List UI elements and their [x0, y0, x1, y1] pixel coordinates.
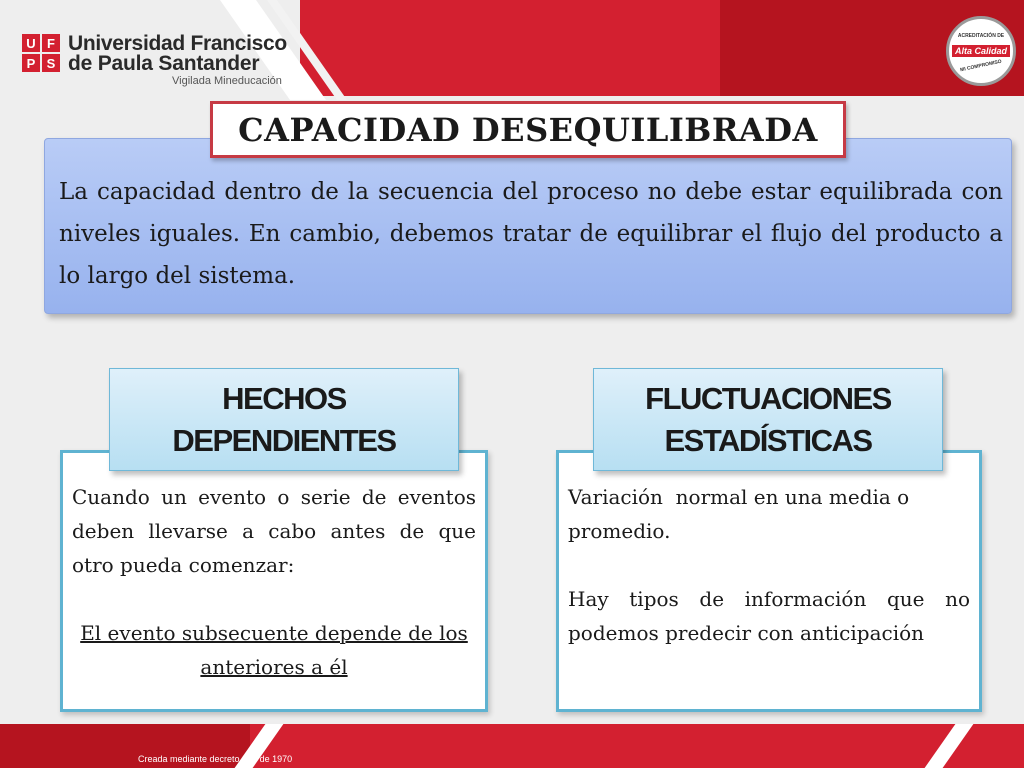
heading-line: DEPENDIENTES — [172, 422, 396, 458]
heading-line: ESTADÍSTICAS — [664, 422, 872, 458]
footer-decree-text: Creada mediante decreto 323 de 1970 — [138, 754, 293, 764]
university-name-line2: de Paula Santander — [68, 52, 260, 75]
intro-box — [44, 138, 1012, 314]
fluctuations-text-2: Hay tipos de información que no podemos predecir con anticipación — [568, 587, 970, 645]
fluctuations-text-1: Variación normal en una media o promedio. — [568, 485, 916, 543]
logo-letter: U — [22, 34, 40, 52]
statistical-fluctuations-heading — [593, 368, 943, 471]
dependent-events-text: Cuando un evento o serie de eventos deben llevarse a cabo antes de que otro pueda comenzar: — [72, 485, 476, 577]
accreditation-seal — [946, 16, 1016, 86]
dependent-events-heading — [109, 368, 459, 471]
heading-line: HECHOS — [222, 380, 346, 416]
logo-letter: P — [22, 54, 40, 72]
dependent-events-underlined: El evento subsecuente depende de los anteriores a él — [80, 621, 468, 679]
footer-stripe — [925, 724, 974, 768]
logo-mark — [22, 34, 60, 72]
university-name-line1: Universidad Francisco — [68, 32, 287, 55]
heading-line: FLUCTUACIONES — [645, 380, 891, 416]
slide-title: CAPACIDAD DESEQUILIBRADA — [238, 110, 818, 149]
logo-letter: F — [42, 34, 60, 52]
seal-bottom-text: MI COMPROMISO — [959, 58, 1003, 74]
seal-top-text: ACREDITACIÓN DE — [957, 33, 1005, 39]
intro-text: La capacidad dentro de la secuencia del proceso no debe estar equilibrada con niveles iguales. En cambio, debemos tratar de equilibrar el flujo del producto a lo largo del sistema. — [59, 179, 1003, 289]
footer-band — [0, 724, 1024, 768]
slide-title-box — [210, 101, 846, 158]
logo-letter: S — [42, 54, 60, 72]
seal-middle-text: Alta Calidad — [952, 45, 1010, 57]
university-tagline: Vigilada Mineducación — [172, 75, 282, 87]
